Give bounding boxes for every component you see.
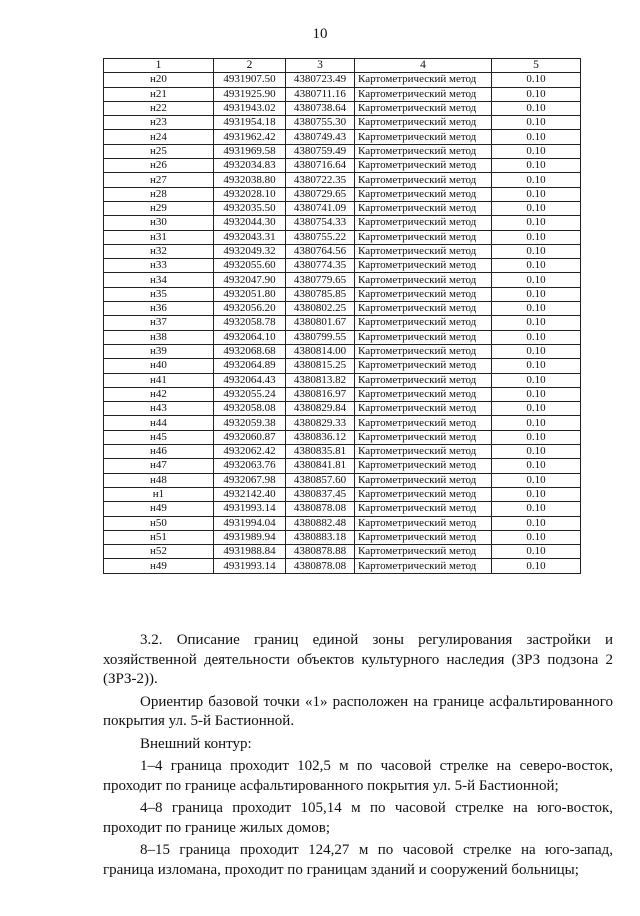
table-row	[104, 487, 581, 501]
x-coordinate-cell: 4931993.14	[214, 559, 286, 573]
accuracy-cell: 0.10	[492, 502, 581, 516]
point-id-cell: н49	[104, 502, 214, 516]
column-header: 3	[286, 59, 355, 73]
method-cell: Картометрический метод	[355, 187, 492, 201]
outer-contour-label: Внешний контур:	[140, 735, 252, 752]
accuracy-cell: 0.10	[492, 316, 581, 330]
section-heading-paragraph: 3.2. Описание границ единой зоны регулирования застройки и хозяйственной деятельности объектов культурного наследия (ЗРЗ подзона 2 (ЗРЗ-2)).	[103, 632, 613, 687]
x-coordinate-cell: 4932055.24	[214, 387, 286, 401]
method-cell: Картометрический метод	[355, 430, 492, 444]
boundary-description	[103, 631, 613, 880]
accuracy-cell: 0.10	[492, 373, 581, 387]
accuracy-cell: 0.10	[492, 144, 581, 158]
point-id-cell: н52	[104, 545, 214, 559]
accuracy-cell: 0.10	[492, 187, 581, 201]
accuracy-cell: 0.10	[492, 130, 581, 144]
method-cell: Картометрический метод	[355, 387, 492, 401]
x-coordinate-cell: 4931907.50	[214, 73, 286, 87]
x-coordinate-cell: 4932038.80	[214, 173, 286, 187]
y-coordinate-cell: 4380883.18	[286, 530, 355, 544]
table-row	[104, 302, 581, 316]
y-coordinate-cell: 4380814.00	[286, 344, 355, 358]
point-id-cell: н26	[104, 159, 214, 173]
x-coordinate-cell: 4932142.40	[214, 487, 286, 501]
table-row	[104, 130, 581, 144]
x-coordinate-cell: 4932068.68	[214, 344, 286, 358]
table-row	[104, 445, 581, 459]
accuracy-cell: 0.10	[492, 73, 581, 87]
point-id-cell: н25	[104, 144, 214, 158]
table-body	[104, 73, 581, 573]
method-cell: Картометрический метод	[355, 402, 492, 416]
x-coordinate-cell: 4932058.78	[214, 316, 286, 330]
method-cell: Картометрический метод	[355, 359, 492, 373]
accuracy-cell: 0.10	[492, 430, 581, 444]
table-row	[104, 201, 581, 215]
method-cell: Картометрический метод	[355, 545, 492, 559]
accuracy-cell: 0.10	[492, 101, 581, 115]
accuracy-cell: 0.10	[492, 387, 581, 401]
point-id-cell: н22	[104, 101, 214, 115]
table-row	[104, 101, 581, 115]
accuracy-cell: 0.10	[492, 344, 581, 358]
table-row	[104, 230, 581, 244]
table-row	[104, 387, 581, 401]
point-id-cell: н41	[104, 373, 214, 387]
accuracy-cell: 0.10	[492, 416, 581, 430]
y-coordinate-cell: 4380799.55	[286, 330, 355, 344]
y-coordinate-cell: 4380813.82	[286, 373, 355, 387]
accuracy-cell: 0.10	[492, 287, 581, 301]
method-cell: Картометрический метод	[355, 473, 492, 487]
point-id-cell: н44	[104, 416, 214, 430]
point-id-cell: н43	[104, 402, 214, 416]
table-row	[104, 87, 581, 101]
method-cell: Картометрический метод	[355, 244, 492, 258]
y-coordinate-cell: 4380837.45	[286, 487, 355, 501]
x-coordinate-cell: 4932056.20	[214, 302, 286, 316]
table-row	[104, 330, 581, 344]
accuracy-cell: 0.10	[492, 545, 581, 559]
segment-paragraph: 4–8 граница проходит 105,14 м по часовой стрелке на юго-восток, проходит по границе жилых домов;	[103, 800, 613, 836]
method-cell: Картометрический метод	[355, 416, 492, 430]
method-cell: Картометрический метод	[355, 73, 492, 87]
accuracy-cell: 0.10	[492, 530, 581, 544]
point-id-cell: н23	[104, 116, 214, 130]
accuracy-cell: 0.10	[492, 487, 581, 501]
accuracy-cell: 0.10	[492, 201, 581, 215]
accuracy-cell: 0.10	[492, 445, 581, 459]
x-coordinate-cell: 4932043.31	[214, 230, 286, 244]
accuracy-cell: 0.10	[492, 302, 581, 316]
y-coordinate-cell: 4380785.85	[286, 287, 355, 301]
point-id-cell: н38	[104, 330, 214, 344]
point-id-cell: н45	[104, 430, 214, 444]
point-id-cell: н28	[104, 187, 214, 201]
y-coordinate-cell: 4380729.65	[286, 187, 355, 201]
method-cell: Картометрический метод	[355, 201, 492, 215]
y-coordinate-cell: 4380754.33	[286, 216, 355, 230]
column-header: 1	[104, 59, 214, 73]
table-row	[104, 545, 581, 559]
x-coordinate-cell: 4931943.02	[214, 101, 286, 115]
y-coordinate-cell: 4380723.49	[286, 73, 355, 87]
column-header: 5	[492, 59, 581, 73]
method-cell: Картометрический метод	[355, 559, 492, 573]
y-coordinate-cell: 4380755.22	[286, 230, 355, 244]
method-cell: Картометрический метод	[355, 373, 492, 387]
method-cell: Картометрический метод	[355, 116, 492, 130]
point-id-cell: н42	[104, 387, 214, 401]
point-id-cell: н24	[104, 130, 214, 144]
x-coordinate-cell: 4932049.32	[214, 244, 286, 258]
y-coordinate-cell: 4380836.12	[286, 430, 355, 444]
accuracy-cell: 0.10	[492, 116, 581, 130]
y-coordinate-cell: 4380749.43	[286, 130, 355, 144]
point-id-cell: н27	[104, 173, 214, 187]
y-coordinate-cell: 4380774.35	[286, 259, 355, 273]
method-cell: Картометрический метод	[355, 144, 492, 158]
x-coordinate-cell: 4932028.10	[214, 187, 286, 201]
point-id-cell: н36	[104, 302, 214, 316]
table-row	[104, 516, 581, 530]
y-coordinate-cell: 4380759.49	[286, 144, 355, 158]
method-cell: Картометрический метод	[355, 330, 492, 344]
x-coordinate-cell: 4932051.80	[214, 287, 286, 301]
x-coordinate-cell: 4931989.94	[214, 530, 286, 544]
page-number: 10	[312, 26, 328, 42]
y-coordinate-cell: 4380716.64	[286, 159, 355, 173]
method-cell: Картометрический метод	[355, 316, 492, 330]
table-row	[104, 344, 581, 358]
method-cell: Картометрический метод	[355, 273, 492, 287]
table-row	[104, 259, 581, 273]
y-coordinate-cell: 4380878.08	[286, 502, 355, 516]
method-cell: Картометрический метод	[355, 445, 492, 459]
table-row	[104, 416, 581, 430]
segment-paragraph: 1–4 граница проходит 102,5 м по часовой стрелке на северо-восток, проходит по границе асфальтированного покрытия ул. 5-й Бастионной;	[103, 758, 613, 794]
point-id-cell: н37	[104, 316, 214, 330]
accuracy-cell: 0.10	[492, 359, 581, 373]
y-coordinate-cell: 4380829.33	[286, 416, 355, 430]
point-id-cell: н20	[104, 73, 214, 87]
x-coordinate-cell: 4931993.14	[214, 502, 286, 516]
point-id-cell: н50	[104, 516, 214, 530]
x-coordinate-cell: 4931962.42	[214, 130, 286, 144]
x-coordinate-cell: 4932064.43	[214, 373, 286, 387]
x-coordinate-cell: 4931925.90	[214, 87, 286, 101]
accuracy-cell: 0.10	[492, 259, 581, 273]
y-coordinate-cell: 4380815.25	[286, 359, 355, 373]
x-coordinate-cell: 4932055.60	[214, 259, 286, 273]
accuracy-cell: 0.10	[492, 159, 581, 173]
base-point-paragraph: Ориентир базовой точки «1» расположен на границе асфальтированного покрытия ул. 5-й Бастионной.	[103, 693, 613, 729]
x-coordinate-cell: 4932064.10	[214, 330, 286, 344]
table-row	[104, 473, 581, 487]
point-id-cell: н29	[104, 201, 214, 215]
y-coordinate-cell: 4380816.97	[286, 387, 355, 401]
y-coordinate-cell: 4380835.81	[286, 445, 355, 459]
accuracy-cell: 0.10	[492, 244, 581, 258]
x-coordinate-cell: 4932034.83	[214, 159, 286, 173]
accuracy-cell: 0.10	[492, 459, 581, 473]
point-id-cell: н48	[104, 473, 214, 487]
method-cell: Картометрический метод	[355, 173, 492, 187]
x-coordinate-cell: 4931969.58	[214, 144, 286, 158]
table-row	[104, 73, 581, 87]
y-coordinate-cell: 4380857.60	[286, 473, 355, 487]
accuracy-cell: 0.10	[492, 230, 581, 244]
y-coordinate-cell: 4380755.30	[286, 116, 355, 130]
table-row	[104, 216, 581, 230]
point-id-cell: н40	[104, 359, 214, 373]
table-row	[104, 173, 581, 187]
y-coordinate-cell: 4380741.09	[286, 201, 355, 215]
y-coordinate-cell: 4380878.08	[286, 559, 355, 573]
y-coordinate-cell: 4380801.67	[286, 316, 355, 330]
x-coordinate-cell: 4932063.76	[214, 459, 286, 473]
table-row	[104, 502, 581, 516]
point-id-cell: н30	[104, 216, 214, 230]
point-id-cell: н39	[104, 344, 214, 358]
x-coordinate-cell: 4931994.04	[214, 516, 286, 530]
y-coordinate-cell: 4380711.16	[286, 87, 355, 101]
table-row	[104, 159, 581, 173]
method-cell: Картометрический метод	[355, 287, 492, 301]
x-coordinate-cell: 4931988.84	[214, 545, 286, 559]
point-id-cell: н35	[104, 287, 214, 301]
method-cell: Картометрический метод	[355, 516, 492, 530]
method-cell: Картометрический метод	[355, 87, 492, 101]
accuracy-cell: 0.10	[492, 273, 581, 287]
column-header: 2	[214, 59, 286, 73]
point-id-cell: н51	[104, 530, 214, 544]
point-id-cell: н46	[104, 445, 214, 459]
table-row	[104, 144, 581, 158]
method-cell: Картометрический метод	[355, 159, 492, 173]
method-cell: Картометрический метод	[355, 302, 492, 316]
x-coordinate-cell: 4932047.90	[214, 273, 286, 287]
method-cell: Картометрический метод	[355, 216, 492, 230]
accuracy-cell: 0.10	[492, 402, 581, 416]
x-coordinate-cell: 4932064.89	[214, 359, 286, 373]
point-id-cell: н31	[104, 230, 214, 244]
point-id-cell: н1	[104, 487, 214, 501]
accuracy-cell: 0.10	[492, 330, 581, 344]
method-cell: Картометрический метод	[355, 502, 492, 516]
method-cell: Картометрический метод	[355, 230, 492, 244]
x-coordinate-cell: 4932062.42	[214, 445, 286, 459]
coordinates-table	[103, 58, 581, 574]
point-id-cell: н33	[104, 259, 214, 273]
method-cell: Картометрический метод	[355, 487, 492, 501]
table-row	[104, 402, 581, 416]
point-id-cell: н32	[104, 244, 214, 258]
y-coordinate-cell: 4380841.81	[286, 459, 355, 473]
table-row	[104, 287, 581, 301]
y-coordinate-cell: 4380802.25	[286, 302, 355, 316]
method-cell: Картометрический метод	[355, 101, 492, 115]
table-row	[104, 116, 581, 130]
accuracy-cell: 0.10	[492, 87, 581, 101]
table-row	[104, 316, 581, 330]
y-coordinate-cell: 4380829.84	[286, 402, 355, 416]
point-id-cell: н49	[104, 559, 214, 573]
x-coordinate-cell: 4932058.08	[214, 402, 286, 416]
table-row	[104, 273, 581, 287]
point-id-cell: н21	[104, 87, 214, 101]
point-id-cell: н47	[104, 459, 214, 473]
accuracy-cell: 0.10	[492, 516, 581, 530]
x-coordinate-cell: 4932060.87	[214, 430, 286, 444]
column-header: 4	[355, 59, 492, 73]
y-coordinate-cell: 4380738.64	[286, 101, 355, 115]
table-row	[104, 373, 581, 387]
x-coordinate-cell: 4932035.50	[214, 201, 286, 215]
segment-paragraph: 8–15 граница проходит 124,27 м по часовой стрелке на юго-запад, граница изломана, проходит по границам зданий и сооружений больницы;	[103, 842, 613, 878]
method-cell: Картометрический метод	[355, 130, 492, 144]
table-row	[104, 459, 581, 473]
point-id-cell: н34	[104, 273, 214, 287]
method-cell: Картометрический метод	[355, 259, 492, 273]
table-header-row	[104, 59, 581, 73]
table-row	[104, 244, 581, 258]
accuracy-cell: 0.10	[492, 473, 581, 487]
table-row	[104, 187, 581, 201]
accuracy-cell: 0.10	[492, 559, 581, 573]
table-row	[104, 559, 581, 573]
method-cell: Картометрический метод	[355, 530, 492, 544]
method-cell: Картометрический метод	[355, 344, 492, 358]
x-coordinate-cell: 4932059.38	[214, 416, 286, 430]
accuracy-cell: 0.10	[492, 216, 581, 230]
y-coordinate-cell: 4380722.35	[286, 173, 355, 187]
table-row	[104, 359, 581, 373]
y-coordinate-cell: 4380764.56	[286, 244, 355, 258]
table-row	[104, 430, 581, 444]
y-coordinate-cell: 4380878.88	[286, 545, 355, 559]
accuracy-cell: 0.10	[492, 173, 581, 187]
y-coordinate-cell: 4380882.48	[286, 516, 355, 530]
y-coordinate-cell: 4380779.65	[286, 273, 355, 287]
x-coordinate-cell: 4931954.18	[214, 116, 286, 130]
x-coordinate-cell: 4932067.98	[214, 473, 286, 487]
x-coordinate-cell: 4932044.30	[214, 216, 286, 230]
table-row	[104, 530, 581, 544]
method-cell: Картометрический метод	[355, 459, 492, 473]
